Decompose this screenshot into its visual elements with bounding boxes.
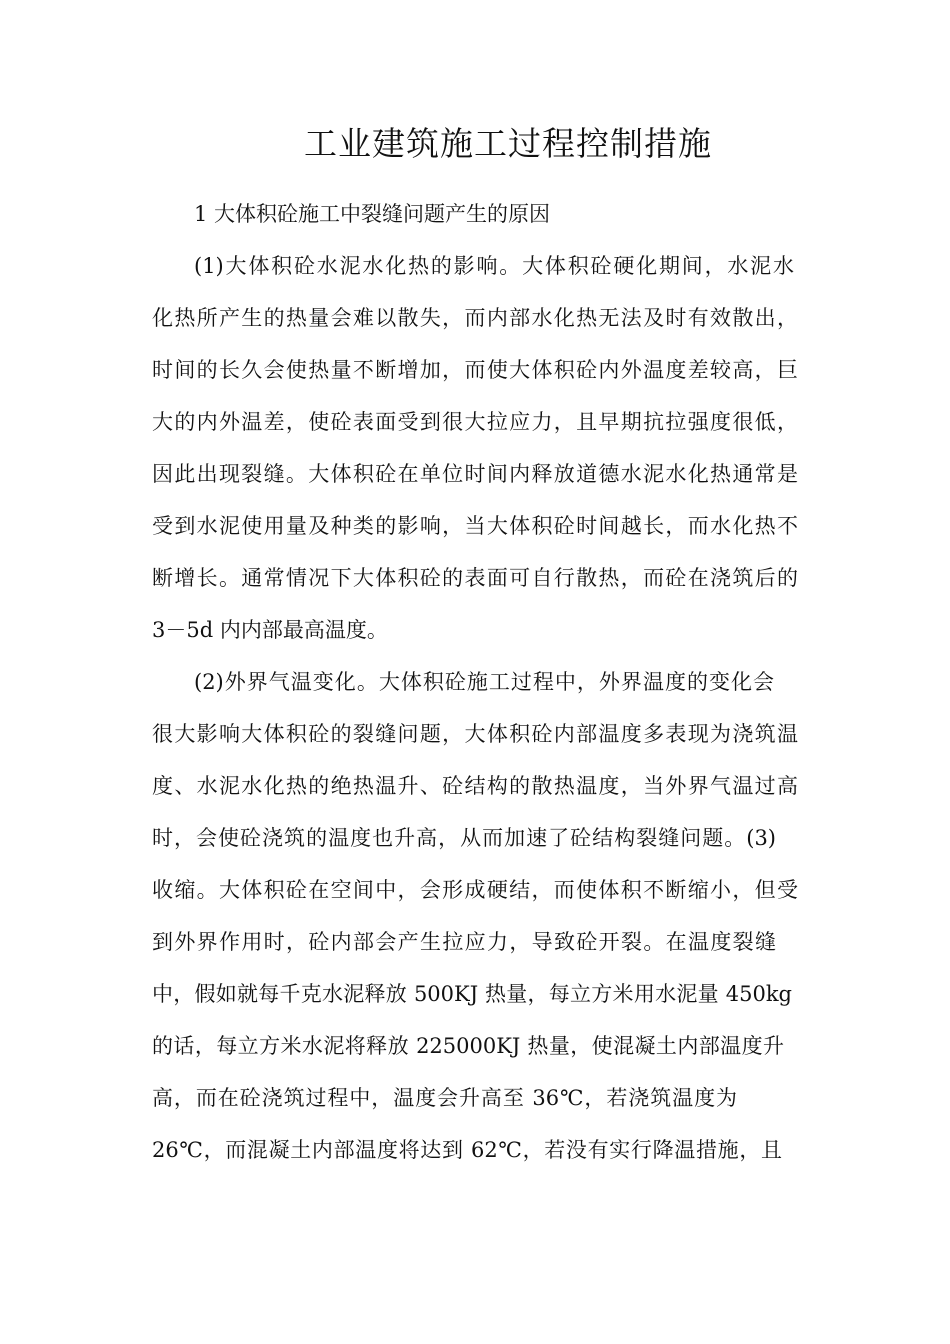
paragraph-line: 断增长。通常情况下大体积砼的表面可自行散热，而砼在浇筑后的 (152, 566, 798, 590)
paragraph-line: 中，假如就每千克水泥释放 500KJ 热量，每立方米用水泥量 450kg (152, 982, 792, 1006)
paragraph-line: 到外界作用时，砼内部会产生拉应力，导致砼开裂。在温度裂缝 (152, 930, 776, 954)
paragraph-line: 化热所产生的热量会难以散失，而内部水化热无法及时有效散出， (152, 306, 798, 330)
paragraph-line: 3－5d 内内部最高温度。 (152, 618, 388, 642)
paragraph-line: (1)大体积砼水泥水化热的影响。大体积砼硬化期间，水泥水 (194, 254, 794, 278)
paragraph-line: 度、水泥水化热的绝热温升、砼结构的散热温度，当外界气温过高 (152, 774, 798, 798)
paragraph-line: (2)外界气温变化。大体积砼施工过程中，外界温度的变化会 (194, 670, 774, 694)
paragraph-line: 时，会使砼浇筑的温度也升高，从而加速了砼结构裂缝问题。(3) (152, 826, 776, 850)
paragraph-line: 大的内外温差，使砼表面受到很大拉应力，且早期抗拉强度很低， (152, 410, 798, 434)
paragraph-line: 26℃，而混凝土内部温度将达到 62℃，若没有实行降温措施，且 (152, 1138, 782, 1162)
document-title: 工业建筑施工过程控制措施 (304, 124, 712, 163)
paragraph-line: 时间的长久会使热量不断增加，而使大体积砼内外温度差较高，巨 (152, 358, 798, 382)
paragraph-line: 高，而在砼浇筑过程中，温度会升高至 36℃，若浇筑温度为 (152, 1086, 737, 1110)
paragraph-line: 因此出现裂缝。大体积砼在单位时间内释放道德水泥水化热通常是 (152, 462, 798, 486)
paragraph-line: 很大影响大体积砼的裂缝问题，大体积砼内部温度多表现为浇筑温 (152, 722, 798, 746)
paragraph-line: 收缩。大体积砼在空间中，会形成硬结，而使体积不断缩小，但受 (152, 878, 798, 902)
paragraph-line: 的话，每立方米水泥将释放 225000KJ 热量，使混凝土内部温度升 (152, 1034, 784, 1058)
section-heading: 1 大体积砼施工中裂缝问题产生的原因 (194, 202, 551, 226)
paragraph-line: 受到水泥使用量及种类的影响，当大体积砼时间越长，而水化热不 (152, 514, 798, 538)
